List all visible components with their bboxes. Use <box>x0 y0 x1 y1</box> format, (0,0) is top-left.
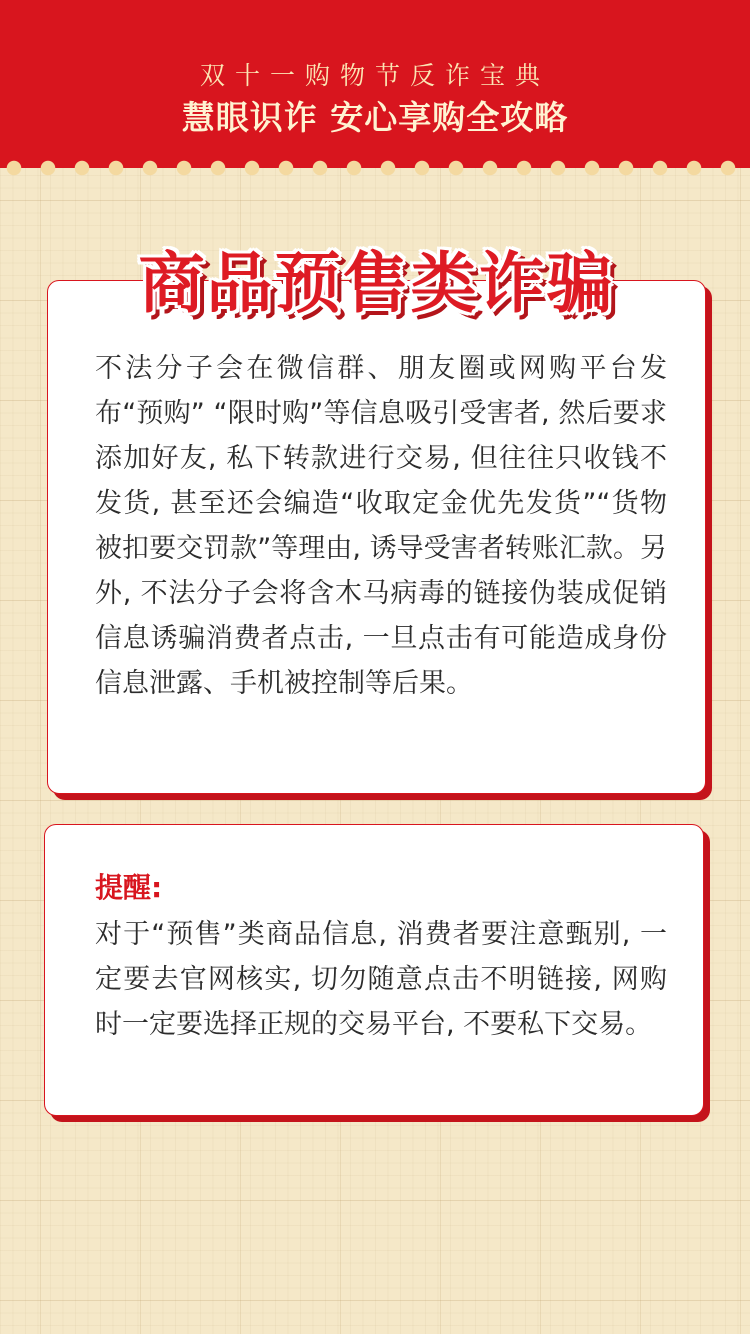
header-subtitle: 双十一购物节反诈宝典 <box>199 61 550 90</box>
reminder-text: 对于“预售”类商品信息, 消费者要注意甄别, 一定要去官网核实, 切勿随意点击不明链接, 网购时一定要选择正规的交易平台, 不要私下交易。 <box>95 919 667 1040</box>
scam-description-text: 不法分子会在微信群、朋友圈或网购平台发布“预购” “限时购”等信息吸引受害者, 然后要求添加好友, 私下转款进行交易, 但往往只收钱不发货, 甚至还会编造“收取定金优先发货”“货物被扣要交罚款”等理由, 诱导受害者转账汇款。另外, 不法分子会将含木马病毒的链接伪装成促销信息诱骗消费者点击, 一旦点击有可能造成身份信息泄露、手机被控制等后果。 <box>95 353 667 699</box>
section-title: 商品预售类诈骗 <box>138 245 615 322</box>
reminder-label: 提醒: <box>95 871 163 904</box>
header-title: 慧眼识诈 安心享购全攻略 <box>181 98 569 137</box>
scalloped-edge <box>0 160 750 182</box>
